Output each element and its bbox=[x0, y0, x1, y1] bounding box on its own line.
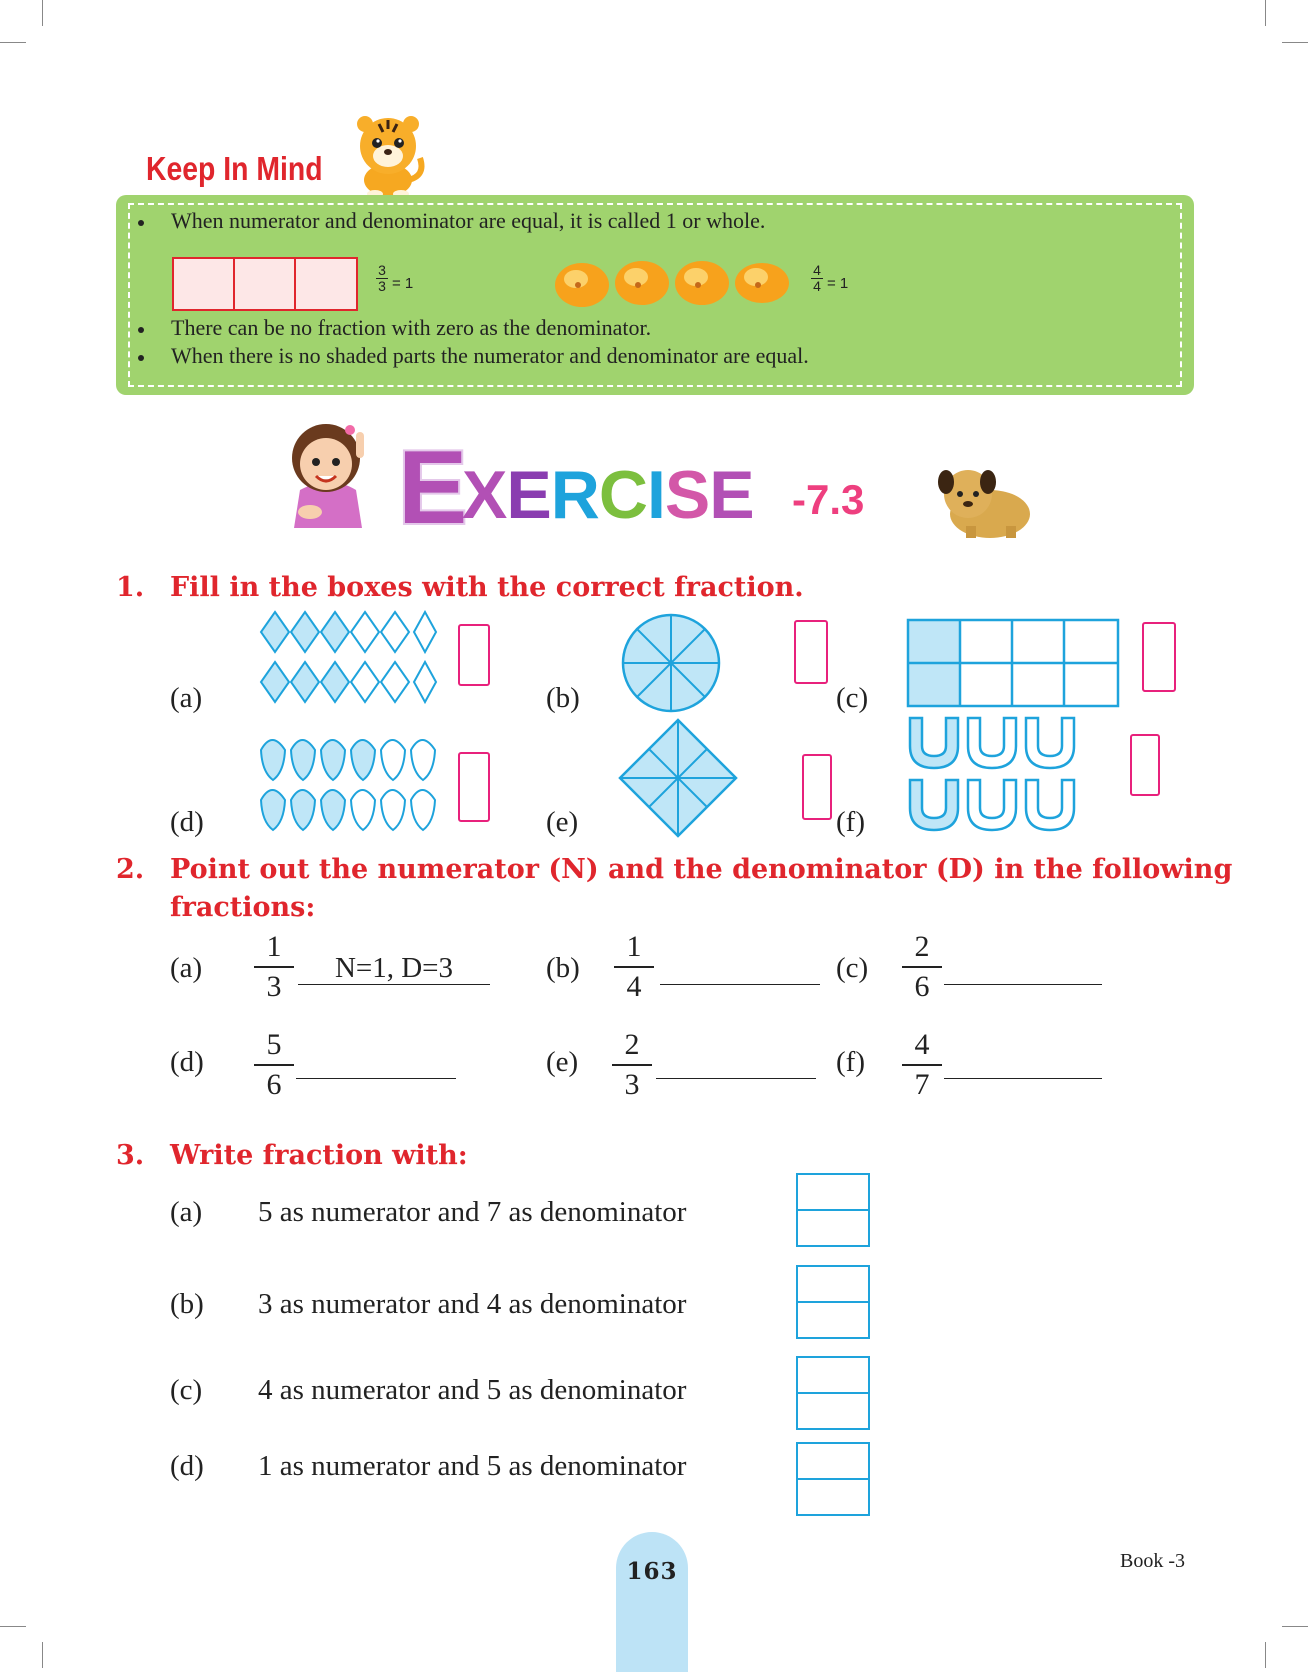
fraction-answer-box[interactable] bbox=[796, 1356, 870, 1430]
item-label: (d) bbox=[170, 1046, 204, 1078]
exercise-number: -7.3 bbox=[792, 476, 865, 523]
question-number: 2. bbox=[116, 854, 145, 885]
crop-mark bbox=[1282, 42, 1308, 43]
fraction: 1 4 bbox=[614, 930, 654, 1004]
book-label: Book -3 bbox=[1120, 1550, 1185, 1572]
item-label: (f) bbox=[836, 1046, 865, 1078]
equals-one: = 1 bbox=[392, 275, 414, 292]
crop-mark bbox=[0, 42, 26, 43]
fraction: 2 3 bbox=[612, 1028, 652, 1102]
item-label: (c) bbox=[836, 952, 869, 984]
answer-text: N=1, D=3 bbox=[334, 952, 454, 984]
crop-mark bbox=[1265, 0, 1266, 26]
equals-one: = 1 bbox=[827, 275, 849, 292]
answer-line[interactable] bbox=[296, 1078, 456, 1079]
item-label: (c) bbox=[170, 1374, 203, 1406]
question-text: Write fraction with: bbox=[170, 1140, 468, 1171]
item-label: (b) bbox=[546, 952, 580, 984]
question-number: 1. bbox=[116, 572, 145, 603]
exercise-word: XERCISE bbox=[462, 457, 754, 533]
item-label: (a) bbox=[170, 682, 203, 714]
fraction-answer-box[interactable] bbox=[796, 1173, 870, 1247]
circle-eighths-figure bbox=[620, 612, 722, 714]
item-text: 3 as numerator and 4 as denominator bbox=[258, 1288, 687, 1320]
item-label: (c) bbox=[836, 682, 869, 714]
fraction-four-fourths: 4 4 bbox=[811, 263, 823, 294]
bullet bbox=[138, 355, 144, 361]
question-text: fractions: bbox=[170, 892, 316, 923]
divider bbox=[233, 257, 235, 311]
fraction: 2 6 bbox=[902, 930, 942, 1004]
question-number: 3. bbox=[116, 1140, 145, 1171]
fraction-bar bbox=[798, 1478, 868, 1480]
crop-mark bbox=[42, 0, 43, 26]
keep-in-mind-box bbox=[116, 195, 1194, 395]
item-label: (e) bbox=[546, 1046, 579, 1078]
page-number: 163 bbox=[626, 1558, 678, 1585]
item-label: (b) bbox=[170, 1288, 204, 1320]
item-label: (d) bbox=[170, 1450, 204, 1482]
fraction-answer-box[interactable] bbox=[796, 1442, 870, 1516]
crop-mark bbox=[1282, 1626, 1308, 1627]
crop-mark bbox=[1265, 1642, 1266, 1668]
answer-line[interactable] bbox=[944, 1078, 1102, 1079]
item-label: (b) bbox=[546, 682, 580, 714]
keep-in-mind-point: There can be no fraction with zero as the denominator. bbox=[171, 315, 652, 340]
drops-figure bbox=[258, 736, 448, 832]
diamonds-figure bbox=[258, 610, 438, 706]
crop-mark bbox=[42, 1642, 43, 1668]
item-label: (a) bbox=[170, 1196, 203, 1228]
item-text: 4 as numerator and 5 as denominator bbox=[258, 1374, 687, 1406]
page-number-tab bbox=[616, 1532, 688, 1672]
divider bbox=[294, 257, 296, 311]
fraction: 1 3 bbox=[254, 930, 294, 1004]
answer-box[interactable] bbox=[458, 752, 490, 822]
fraction: 4 7 bbox=[902, 1028, 942, 1102]
answer-line[interactable] bbox=[944, 984, 1102, 985]
four-fruits-illustration bbox=[552, 253, 792, 313]
three-part-rectangle bbox=[172, 257, 358, 311]
fraction-bar bbox=[798, 1301, 868, 1303]
grid-rectangle-figure bbox=[906, 618, 1120, 708]
item-label: (f) bbox=[836, 806, 865, 838]
keep-in-mind-point: When numerator and denominator are equal, it is called 1 or whole. bbox=[171, 208, 766, 233]
answer-line[interactable] bbox=[298, 984, 490, 985]
keep-in-mind-title: Keep In Mind bbox=[146, 150, 323, 187]
crop-mark bbox=[0, 1626, 26, 1627]
keep-in-mind-point: When there is no shaded parts the numerator and denominator are equal. bbox=[171, 343, 809, 368]
tiger-illustration bbox=[345, 110, 431, 198]
fraction-three-thirds: 3 3 bbox=[376, 263, 388, 294]
answer-box[interactable] bbox=[794, 620, 828, 684]
exercise-first-letter: E bbox=[398, 430, 468, 538]
item-text: 5 as numerator and 7 as denominator bbox=[258, 1196, 687, 1228]
bullet bbox=[138, 220, 144, 226]
answer-box[interactable] bbox=[1142, 622, 1176, 692]
horseshoes-figure bbox=[906, 714, 1096, 836]
question-text: Fill in the boxes with the correct fraction. bbox=[170, 572, 804, 603]
fraction-answer-box[interactable] bbox=[796, 1265, 870, 1339]
answer-box[interactable] bbox=[1130, 734, 1160, 796]
item-text: 1 as numerator and 5 as denominator bbox=[258, 1450, 687, 1482]
answer-box[interactable] bbox=[802, 754, 832, 820]
answer-line[interactable] bbox=[656, 1078, 816, 1079]
fraction: 5 6 bbox=[254, 1028, 294, 1102]
question-text: Point out the numerator (N) and the denominator (D) in the following bbox=[170, 854, 1233, 885]
fraction-bar bbox=[798, 1392, 868, 1394]
item-label: (e) bbox=[546, 806, 579, 838]
dog-illustration bbox=[936, 460, 1036, 542]
fraction-bar bbox=[798, 1209, 868, 1211]
answer-box[interactable] bbox=[458, 624, 490, 686]
bullet bbox=[138, 327, 144, 333]
answer-line[interactable] bbox=[660, 984, 820, 985]
girl-illustration bbox=[280, 412, 380, 530]
diamond-eighths-figure bbox=[618, 718, 738, 838]
item-label: (d) bbox=[170, 806, 204, 838]
item-label: (a) bbox=[170, 952, 203, 984]
